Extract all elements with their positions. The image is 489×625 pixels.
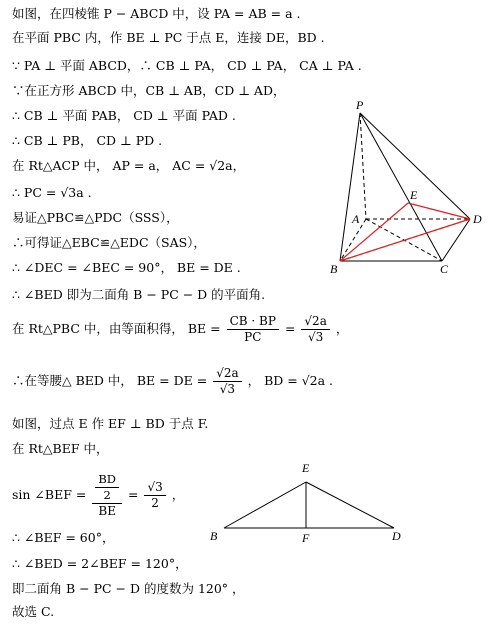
label-b2: B — [210, 529, 218, 543]
line-congruent-1: 易证△PBC≌△PDC（SSS）， — [12, 210, 179, 225]
triangle-figure — [208, 458, 408, 543]
line-setup: 如图，在四棱锥 P − ABCD 中，设 PA = AB = a . — [12, 6, 301, 21]
pyramid-figure — [328, 95, 488, 275]
label-d: D — [473, 212, 482, 226]
edge-pd — [360, 113, 470, 219]
label-e: E — [410, 188, 418, 202]
line-congruent-2: ∴可得证△EBC≌△EDC（SAS）， — [12, 235, 206, 250]
bd-value: ， BD = √2a . — [247, 373, 334, 388]
line-bed-120: ∴ ∠BED = 2∠BEF = 120°， — [12, 556, 188, 571]
isosceles-text: ∴在等腰△ BED 中， BE = DE = — [12, 373, 208, 388]
fraction-numerator: √3 — [144, 480, 165, 496]
line-be-formula — [12, 314, 348, 345]
inner-denominator: 2 — [103, 488, 111, 502]
sin-text: sin ∠BEF = — [12, 487, 87, 502]
line-construct: 在平面 PBC 内，作 BE ⊥ PC 于点 E，连接 DE，BD . — [12, 30, 325, 45]
fraction-be-value — [301, 314, 329, 345]
fraction-sqrt3-over-2 — [144, 480, 165, 511]
be-formula-text: 在 Rt△PBC 中，由等面积得， BE = — [12, 321, 221, 336]
label-c: C — [440, 262, 449, 275]
segment-be — [224, 482, 306, 528]
line-square: ∵在正方形 ABCD 中，CB ⊥ AB，CD ⊥ AD， — [12, 83, 286, 98]
line-ef-construct: 如图，过点 E 作 EF ⊥ BD 于点 F. — [12, 416, 209, 431]
fraction-be-de — [213, 366, 241, 397]
line-rt-bef: 在 Rt△BEF 中， — [12, 441, 109, 456]
punctuation: ， — [335, 321, 349, 336]
line-sin — [12, 472, 184, 519]
fraction-denominator: PC — [244, 330, 262, 344]
label-p: P — [356, 98, 364, 112]
line-isosceles — [12, 366, 333, 397]
label-e2: E — [302, 461, 310, 475]
fraction-denominator: 2 — [151, 496, 159, 510]
line-perp-pa: ∵ PA ⊥ 平面 ABCD，∴ CB ⊥ PA， CD ⊥ PA， CA ⊥ PA . — [12, 58, 362, 73]
label-a: A — [352, 212, 360, 226]
line-pc: ∴ PC = √3a . — [12, 185, 92, 200]
edge-bd-red — [340, 219, 470, 261]
fraction-sin-compound — [92, 472, 122, 519]
line-dihedral: ∴ ∠BED 即为二面角 B − PC − D 的平面角. — [12, 287, 266, 302]
edge-pb — [340, 113, 360, 261]
line-rt-acp: 在 Rt△ACP 中， AP = a， AC = √2a， — [12, 158, 246, 173]
fraction-numerator: √2a — [301, 314, 329, 330]
equals-sign: = — [127, 487, 139, 502]
line-perp-planes: ∴ CB ⊥ 平面 PAB， CD ⊥ 平面 PAD . — [12, 108, 236, 123]
label-d2: D — [392, 529, 401, 543]
fraction-numerator — [92, 472, 122, 504]
label-f2: F — [302, 531, 310, 543]
fraction-denominator: √3 — [219, 382, 236, 396]
edge-pa — [360, 113, 366, 219]
line-perp-edges: ∴ CB ⊥ PB， CD ⊥ PD . — [12, 133, 163, 148]
line-bef-60: ∴ ∠BEF = 60°， — [12, 530, 115, 545]
fraction-numerator: √2a — [213, 366, 241, 382]
line-conclusion: 即二面角 B − PC − D 的度数为 120° ， — [12, 581, 245, 596]
inner-numerator: BD — [95, 472, 119, 488]
fraction-area — [227, 314, 279, 345]
equals-sign: = — [284, 321, 296, 336]
edge-be — [340, 203, 408, 261]
line-angles: ∴ ∠DEC = ∠BEC = 90°， BE = DE . — [12, 260, 241, 275]
edge-pc — [360, 113, 442, 261]
segment-ed — [306, 482, 394, 528]
line-answer: 故选 C. — [12, 604, 55, 619]
fraction-denominator: √3 — [307, 330, 324, 344]
punctuation: ， — [171, 487, 185, 502]
fraction-numerator: CB · BP — [227, 314, 279, 330]
label-b: B — [330, 262, 338, 275]
edge-cd — [442, 219, 470, 261]
fraction-denominator: BE — [98, 504, 116, 518]
